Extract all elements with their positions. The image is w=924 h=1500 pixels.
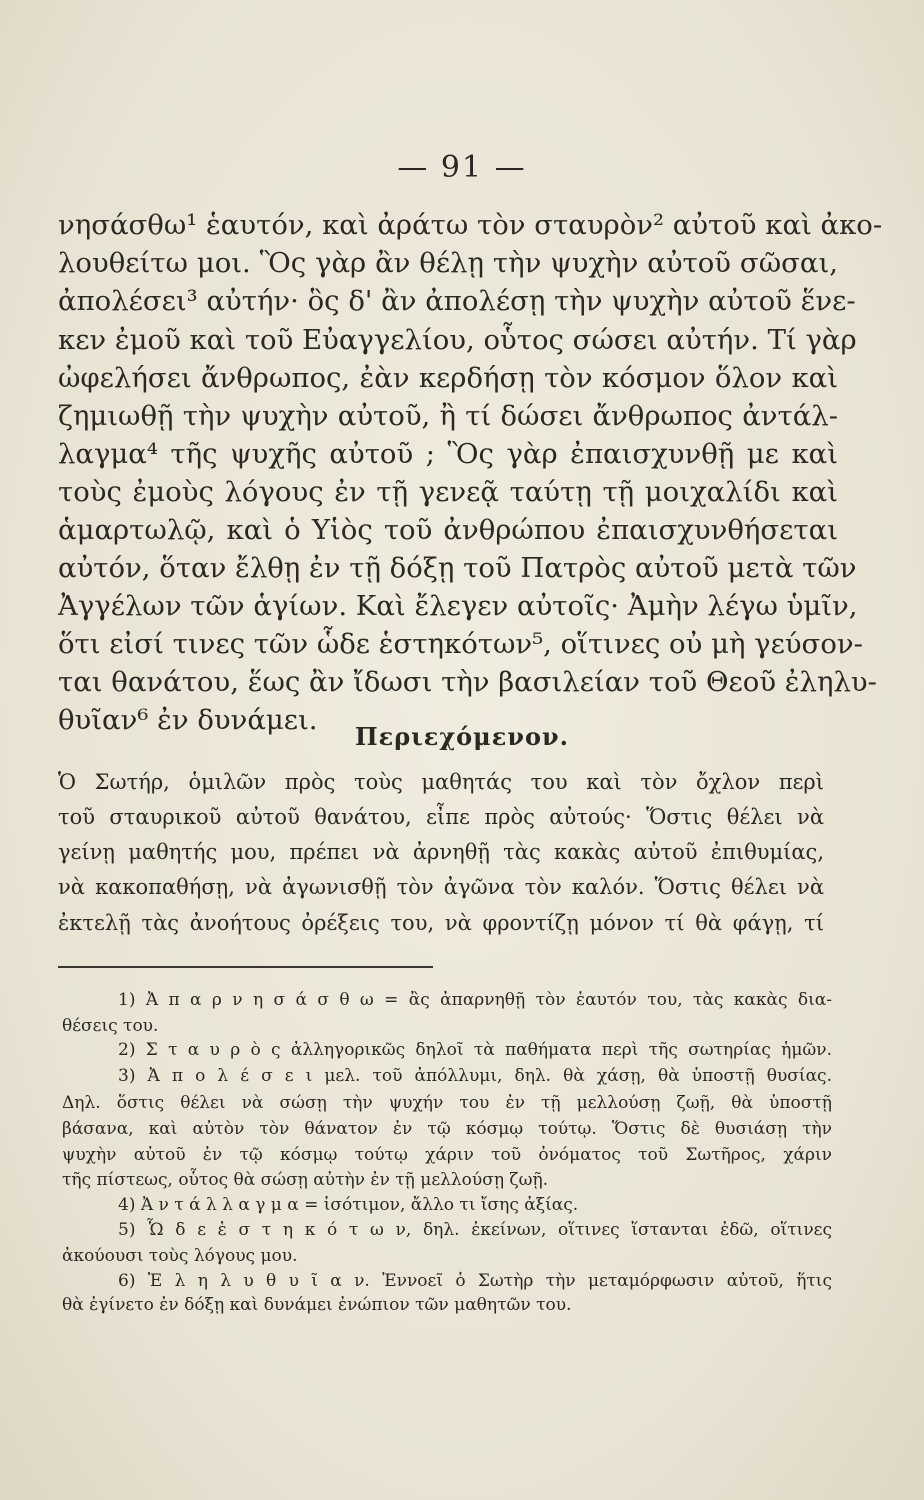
main-text-line: ἀπολέσει³ αὐτήν· ὃς δ' ἂν ἀπολέσῃ τὴν ψυχὴν αὐτοῦ ἕνε- [58, 285, 856, 317]
footnote-line: ψυχὴν αὐτοῦ ἐν τῷ κόσμῳ τούτῳ χάριν τοῦ ὀνόματος τοῦ Σωτῆρος, χάριν [62, 1145, 832, 1165]
main-text-line: ὅτι εἰσί τινες τῶν ὧδε ἑστηκότων⁵, οἵτινες οὐ μὴ γεύσον- [58, 628, 863, 660]
main-text-line: λουθείτω μοι. Ὃς γὰρ ἂν θέλῃ τὴν ψυχὴν αὐτοῦ σῶσαι, [58, 247, 838, 279]
footnote-line: βάσανα, καὶ αὐτὸν τὸν θάνατον ἐν τῷ κόσμῳ τούτῳ. Ὅστις δὲ θυσιάσῃ τὴν [62, 1119, 832, 1139]
footnote-divider [58, 966, 433, 968]
footnote-line: 1) Ἀ π α ρ ν η σ ά σ θ ω = ἂς ἀπαρνηθῇ τὸν ἑαυτόν του, τὰς κακὰς δια- [118, 990, 832, 1010]
footnote-line: θὰ ἐγίνετο ἐν δόξῃ καὶ δυνάμει ἐνώπιον τῶν μαθητῶν του. [62, 1295, 572, 1315]
main-text-line: κεν ἐμοῦ καὶ τοῦ Εὐαγγελίου, οὗτος σώσει αὐτήν. Τί γὰρ [58, 324, 857, 356]
main-text-line: αὐτόν, ὅταν ἔλθῃ ἐν τῇ δόξῃ τοῦ Πατρὸς αὐτοῦ μετὰ τῶν [58, 552, 857, 584]
main-text-line: ἁμαρτωλῷ, καὶ ὁ Υἱὸς τοῦ ἀνθρώπου ἐπαισχυνθήσεται [58, 514, 838, 546]
footnote-line: θέσεις του. [62, 1016, 159, 1036]
main-text-line: τοὺς ἐμοὺς λόγους ἐν τῇ γενεᾷ ταύτῃ τῇ μοιχαλίδι καὶ [58, 476, 838, 508]
footnote-line: Δηλ. ὅστις θέλει νὰ σώσῃ τὴν ψυχήν του ἐν τῇ μελλούσῃ ζωῇ, θὰ ὑποστῇ [62, 1093, 832, 1113]
content-line: γείνῃ μαθητής μου, πρέπει νὰ ἀρνηθῇ τὰς κακὰς αὐτοῦ ἐπιθυμίας, [58, 840, 824, 864]
footnote-line: ἀκούουσι τοὺς λόγους μου. [62, 1246, 298, 1266]
main-text-line: λαγμα⁴ τῆς ψυχῆς αὐτοῦ ; Ὃς γὰρ ἐπαισχυνθῇ με καὶ [58, 438, 838, 470]
content-line: ἐκτελῇ τὰς ἀνοήτους ὀρέξεις του, νὰ φροντίζῃ μόνον τί θὰ φάγῃ, τί [58, 911, 824, 935]
main-text-line: ται θανάτου, ἕως ἂν ἴδωσι τὴν βασιλείαν τοῦ Θεοῦ ἐληλυ- [58, 666, 877, 698]
footnote-line: 5) Ὧ δ ε ἑ σ τ η κ ό τ ω ν, δηλ. ἐκείνων, οἵτινες ἵστανται ἐδῶ, οἵτινες [118, 1220, 832, 1240]
footnote-line: τῆς πίστεως, οὗτος θὰ σώσῃ αὐτὴν ἐν τῇ μελλούσῃ ζωῇ. [62, 1170, 549, 1190]
footnote-line: 2) Σ τ α υ ρ ὸ ς ἀλληγορικῶς δηλοῖ τὰ παθήματα περὶ τῆς σωτηρίας ἡμῶν. [118, 1040, 832, 1060]
footnote-line: 6) Ἐ λ η λ υ θ υ ῖ α ν. Ἐννοεῖ ὁ Σωτὴρ τὴν μεταμόρφωσιν αὐτοῦ, ἥτις [118, 1271, 832, 1291]
main-text-line: ὠφελήσει ἄνθρωπος, ἐὰν κερδήσῃ τὸν κόσμον ὅλον καὶ [58, 362, 838, 394]
main-text-line: νησάσθω¹ ἑαυτόν, καὶ ἀράτω τὸν σταυρὸν² αὐτοῦ καὶ ἀκο- [58, 209, 883, 241]
main-text-line: ζημιωθῇ τὴν ψυχὴν αὐτοῦ, ἢ τί δώσει ἄνθρωπος ἀντάλ- [58, 400, 838, 432]
main-text-line: Ἀγγέλων τῶν ἁγίων. Καὶ ἔλεγεν αὐτοῖς· Ἀμὴν λέγω ὑμῖν, [58, 590, 858, 622]
content-line: νὰ κακοπαθήσῃ, νὰ ἀγωνισθῇ τὸν ἀγῶνα τὸν καλόν. Ὅστις θέλει νὰ [58, 875, 824, 899]
page-number: — 91 — [397, 150, 527, 185]
footnote-line: 3) Ἀ π ο λ έ σ ε ι μελ. τοῦ ἀπόλλυμι, δηλ. θὰ χάσῃ, θὰ ὑποστῇ θυσίας. [118, 1066, 832, 1086]
section-heading: Περιεχόμενον. [354, 722, 570, 751]
content-line: τοῦ σταυρικοῦ αὐτοῦ θανάτου, εἶπε πρὸς αὐτούς· Ὅστις θέλει νὰ [58, 805, 824, 829]
content-line: Ὁ Σωτήρ, ὁμιλῶν πρὸς τοὺς μαθητάς του καὶ τὸν ὄχλον περὶ [58, 770, 824, 794]
footnote-line: 4) Ἀ ν τ ά λ λ α γ μ α = ἰσότιμον, ἄλλο τι ἴσης ἀξίας. [118, 1195, 579, 1215]
main-text-line: θυῖαν⁶ ἐν δυνάμει. [58, 704, 318, 736]
